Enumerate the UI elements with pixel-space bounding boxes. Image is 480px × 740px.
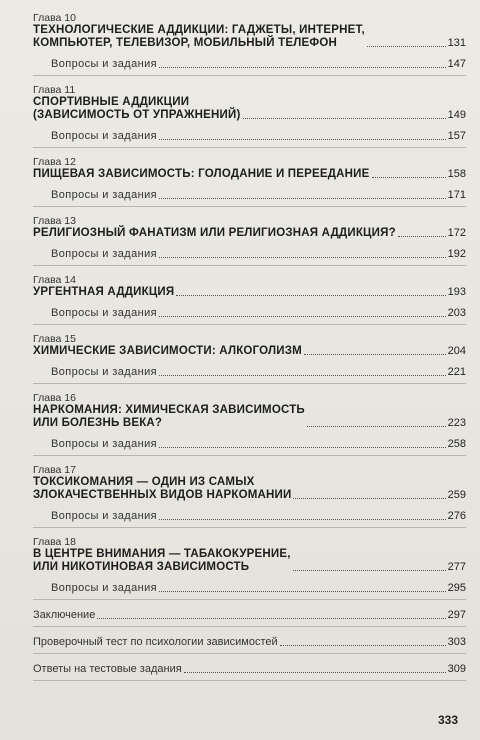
questions-page-number: 258 <box>447 438 466 450</box>
chapter-title-line: ТОКСИКОМАНИЯ — ОДИН ИЗ САМЫХ <box>33 476 255 488</box>
page-number: 333 <box>437 713 458 727</box>
questions-label: Вопросы и задания <box>51 248 157 260</box>
chapter-divider <box>33 265 466 266</box>
chapter-title-line: ТЕХНОЛОГИЧЕСКИЕ АДДИКЦИИ: ГАДЖЕТЫ, ИНТЕРНЕТ, <box>33 24 365 36</box>
chapter-divider <box>33 455 466 456</box>
dot-leader <box>307 426 446 427</box>
questions-page-number: 221 <box>447 366 466 378</box>
chapter-entry[interactable] <box>33 536 466 600</box>
questions-page-number: 171 <box>447 189 466 201</box>
closing-entry-title: Заключение <box>33 609 96 621</box>
questions-page-number: 147 <box>447 58 466 70</box>
closing-entry[interactable] <box>33 636 466 649</box>
chapter-label: Глава 17 <box>33 464 76 476</box>
chapter-title-line: КОМПЬЮТЕР, ТЕЛЕВИЗОР, МОБИЛЬНЫЙ ТЕЛЕФОН <box>33 37 338 49</box>
questions-label: Вопросы и задания <box>51 130 157 142</box>
closing-entry-title: Проверочный тест по психологии зависимостей <box>33 636 278 648</box>
closing-divider <box>33 653 466 654</box>
chapter-title-line: РЕЛИГИОЗНЫЙ ФАНАТИЗМ ИЛИ РЕЛИГИОЗНАЯ АДДИКЦИЯ? <box>33 227 396 239</box>
chapter-title-row[interactable] <box>33 96 466 122</box>
chapter-title <box>33 24 365 50</box>
questions-row[interactable] <box>33 189 466 202</box>
chapter-label: Глава 12 <box>33 156 76 168</box>
chapter-divider <box>33 527 466 528</box>
chapter-page-number: 131 <box>447 37 466 49</box>
questions-row[interactable] <box>33 582 466 595</box>
questions-page-number: 157 <box>447 130 466 142</box>
questions-row[interactable] <box>33 58 466 71</box>
dot-leader <box>293 570 446 571</box>
chapter-divider <box>33 206 466 207</box>
chapter-title-row[interactable] <box>33 404 466 430</box>
chapter-label: Глава 18 <box>33 536 76 548</box>
chapter-page-number: 172 <box>447 227 466 239</box>
chapter-page-number: 259 <box>447 489 466 501</box>
questions-label: Вопросы и задания <box>51 189 157 201</box>
table-of-contents <box>33 12 466 600</box>
chapter-title-line: (ЗАВИСИМОСТЬ ОТ УПРАЖНЕНИЙ) <box>33 109 241 121</box>
dot-leader <box>159 591 446 592</box>
chapter-title <box>33 227 396 240</box>
chapter-divider <box>33 75 466 76</box>
chapter-entry[interactable] <box>33 464 466 528</box>
questions-label: Вопросы и задания <box>51 510 157 522</box>
questions-label: Вопросы и задания <box>51 58 157 70</box>
dot-leader <box>159 519 446 520</box>
chapter-title <box>33 404 305 430</box>
dot-leader <box>367 46 446 47</box>
questions-page-number: 295 <box>447 582 466 594</box>
dot-leader <box>159 198 446 199</box>
closing-divider <box>33 680 466 681</box>
chapter-label: Глава 15 <box>33 333 76 345</box>
chapter-title <box>33 168 370 181</box>
questions-row[interactable] <box>33 130 466 143</box>
chapter-title-row[interactable] <box>33 168 466 181</box>
questions-label: Вопросы и задания <box>51 366 157 378</box>
chapter-entry[interactable] <box>33 274 466 325</box>
chapter-entry[interactable] <box>33 392 466 456</box>
dot-leader <box>280 645 446 646</box>
chapter-title-row[interactable] <box>33 227 466 240</box>
questions-row[interactable] <box>33 510 466 523</box>
closing-entries <box>33 609 466 681</box>
chapter-title <box>33 286 174 299</box>
dot-leader <box>159 447 446 448</box>
dot-leader <box>304 354 446 355</box>
chapter-entry[interactable] <box>33 12 466 76</box>
chapter-divider <box>33 147 466 148</box>
chapter-entry[interactable] <box>33 84 466 148</box>
chapter-title-row[interactable] <box>33 24 466 50</box>
questions-label: Вопросы и задания <box>51 307 157 319</box>
chapter-page-number: 277 <box>447 561 466 573</box>
chapter-title-row[interactable] <box>33 345 466 358</box>
chapter-title-row[interactable] <box>33 548 466 574</box>
dot-leader <box>159 67 446 68</box>
chapter-title <box>33 96 241 122</box>
questions-page-number: 276 <box>447 510 466 522</box>
closing-page-number: 297 <box>447 609 466 621</box>
questions-row[interactable] <box>33 248 466 261</box>
dot-leader <box>159 139 446 140</box>
chapter-title-line: ИЛИ НИКОТИНОВАЯ ЗАВИСИМОСТЬ <box>33 561 250 573</box>
chapter-title-line: НАРКОМАНИЯ: ХИМИЧЕСКАЯ ЗАВИСИМОСТЬ <box>33 404 305 416</box>
chapter-page-number: 158 <box>447 168 466 180</box>
chapter-label: Глава 14 <box>33 274 76 286</box>
chapter-title-row[interactable] <box>33 286 466 299</box>
closing-entry-title: Ответы на тестовые задания <box>33 663 182 675</box>
chapter-entry[interactable] <box>33 215 466 266</box>
dot-leader <box>243 118 446 119</box>
dot-leader <box>159 375 446 376</box>
chapter-title-line: СПОРТИВНЫЕ АДДИКЦИИ <box>33 96 190 108</box>
dot-leader <box>398 236 446 237</box>
closing-entry[interactable] <box>33 609 466 622</box>
chapter-label: Глава 13 <box>33 215 76 227</box>
dot-leader <box>184 672 446 673</box>
chapter-title-line: УРГЕНТНАЯ АДДИКЦИЯ <box>33 286 175 298</box>
chapter-divider <box>33 324 466 325</box>
questions-row[interactable] <box>33 366 466 379</box>
dot-leader <box>159 257 446 258</box>
dot-leader <box>372 177 446 178</box>
dot-leader <box>293 498 445 499</box>
closing-page-number: 303 <box>447 636 466 648</box>
dot-leader <box>176 295 445 296</box>
chapter-title <box>33 548 291 574</box>
chapter-label: Глава 10 <box>33 12 76 24</box>
chapter-divider <box>33 599 466 600</box>
chapter-page-number: 149 <box>447 109 466 121</box>
dot-leader <box>97 618 445 619</box>
chapter-page-number: 223 <box>447 417 466 429</box>
chapter-title <box>33 476 291 502</box>
questions-row[interactable] <box>33 438 466 451</box>
closing-entry[interactable] <box>33 663 466 676</box>
questions-page-number: 203 <box>447 307 466 319</box>
chapter-divider <box>33 383 466 384</box>
chapter-title <box>33 345 302 358</box>
questions-label: Вопросы и задания <box>51 582 157 594</box>
questions-page-number: 192 <box>447 248 466 260</box>
chapter-title-row[interactable] <box>33 476 466 502</box>
chapter-title-line: ПИЩЕВАЯ ЗАВИСИМОСТЬ: ГОЛОДАНИЕ И ПЕРЕЕДАНИЕ <box>33 168 370 180</box>
chapter-entry[interactable] <box>33 333 466 384</box>
dot-leader <box>159 316 446 317</box>
chapter-page-number: 204 <box>447 345 466 357</box>
chapter-label: Глава 16 <box>33 392 76 404</box>
questions-row[interactable] <box>33 307 466 320</box>
chapter-title-line: ЗЛОКАЧЕСТВЕННЫХ ВИДОВ НАРКОМАНИИ <box>33 489 292 501</box>
questions-label: Вопросы и задания <box>51 438 157 450</box>
chapter-title-line: ХИМИЧЕСКИЕ ЗАВИСИМОСТИ: АЛКОГОЛИЗМ <box>33 345 302 357</box>
chapter-title-line: В ЦЕНТРЕ ВНИМАНИЯ — ТАБАКОКУРЕНИЕ, <box>33 548 291 560</box>
chapter-page-number: 193 <box>447 286 466 298</box>
closing-divider <box>33 626 466 627</box>
chapter-label: Глава 11 <box>33 84 76 96</box>
closing-page-number: 309 <box>447 663 466 675</box>
chapter-entry[interactable] <box>33 156 466 207</box>
chapter-title-line: ИЛИ БОЛЕЗНЬ ВЕКА? <box>33 417 163 429</box>
